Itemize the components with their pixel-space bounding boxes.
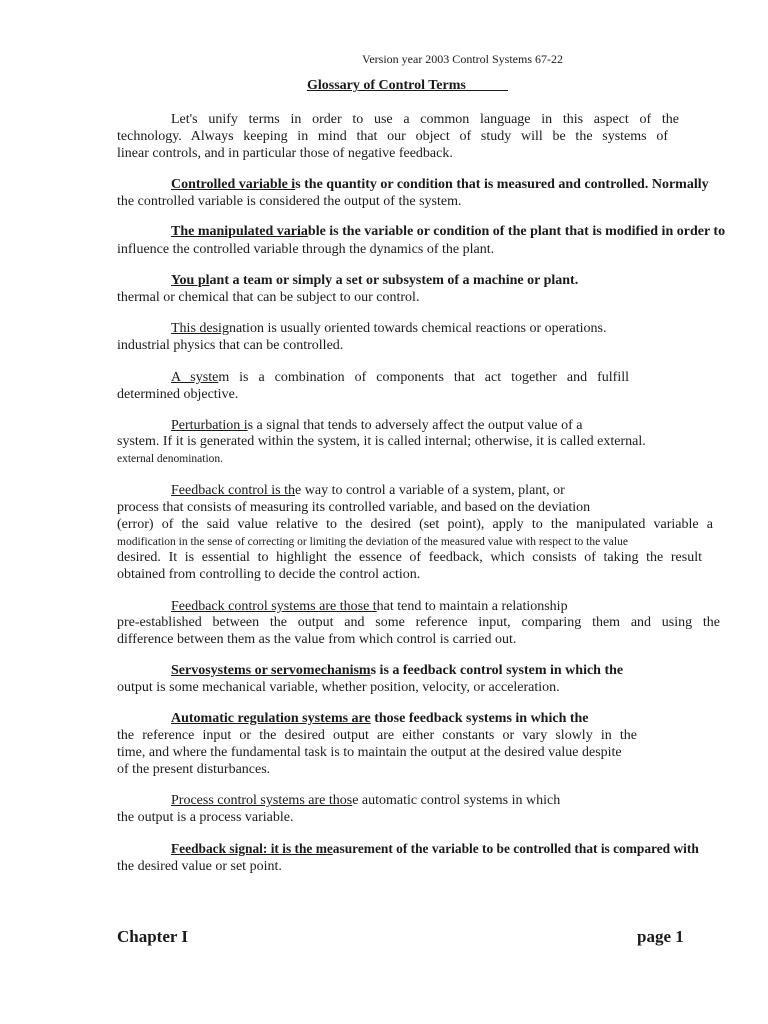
process-control-def: the output is a process variable. xyxy=(117,810,294,825)
intro-line-1: Let's unify terms in order to use a common language in this aspect of the xyxy=(171,112,679,127)
feedback-control-line-2: process that consists of measuring its controlled variable, and based on the deviation xyxy=(117,500,591,515)
term-rest: s a signal that tends to adversely affect the output value of a xyxy=(247,418,583,433)
term-underlined: The manipulated varia xyxy=(171,224,308,239)
term-rest: hat tend to maintain a relationship xyxy=(376,599,568,614)
feedback-systems-line-2: pre-established between the output and some reference input, comparing them and using the xyxy=(117,615,720,630)
feedback-systems-line-3: difference between them as the value from which control is carried out. xyxy=(117,632,517,647)
footer-page-number: page 1 xyxy=(637,927,684,946)
term-underlined: Automatic regulation systems are xyxy=(171,711,371,726)
controlled-variable-def: the controlled variable is considered the output of the system. xyxy=(117,194,462,209)
term-underlined: Feedback signal: it is the me xyxy=(171,841,333,856)
designation-term xyxy=(171,320,606,337)
page-header: Version year 2003 Control Systems 67-22 xyxy=(362,52,563,66)
term-rest: s the quantity or condition that is measured and controlled. Normally xyxy=(295,177,709,192)
system-def: determined objective. xyxy=(117,387,239,402)
term-rest: those feedback systems in which the xyxy=(370,711,589,726)
feedback-control-term xyxy=(171,482,565,499)
term-rest: asurement of the variable to be controlled that is compared with xyxy=(332,841,699,856)
automatic-regulation-line-4: of the present disturbances. xyxy=(117,762,271,777)
perturbation-note: external denomination. xyxy=(117,453,224,465)
feedback-control-line-4: modification in the sense of correcting or limiting the deviation of the measured value with respect to the value xyxy=(117,536,628,548)
manipulated-variable-def: influence the controlled variable through the dynamics of the plant. xyxy=(117,242,495,257)
servosystems-term xyxy=(171,662,623,679)
feedback-control-line-3: (error) of the said value relative to the desired (set point), apply to the manipulated variable a xyxy=(117,517,713,532)
automatic-regulation-term xyxy=(171,710,589,727)
term-rest: m is a combination of components that act together and fulfill xyxy=(218,370,629,385)
intro-line-2: technology. Always keeping in mind that our object of study will be the systems of xyxy=(117,129,668,144)
term-rest: e automatic control systems in which xyxy=(352,793,561,808)
footer-chapter: Chapter I xyxy=(117,927,188,946)
term-underlined: Feedback control systems are those t xyxy=(171,599,377,614)
term-underlined: Controlled variable i xyxy=(171,177,296,192)
term-underlined: Process control systems are thos xyxy=(171,793,353,808)
feedback-systems-term xyxy=(171,598,568,615)
term-underlined: Servosystems or servomechanism xyxy=(171,663,371,678)
perturbation-term xyxy=(171,417,582,434)
term-underlined: A syste xyxy=(171,370,219,385)
term-underlined: You pl xyxy=(171,273,210,288)
system-term xyxy=(171,369,629,386)
term-rest: s is a feedback control system in which the xyxy=(370,663,624,678)
controlled-variable-term xyxy=(171,176,709,193)
term-underlined: Perturbation i xyxy=(171,418,248,433)
term-underlined: Feedback control is th xyxy=(171,483,296,498)
term-rest: ble is the variable or condition of the plant that is modified in order to xyxy=(307,224,726,239)
page-title xyxy=(307,78,508,94)
term-rest: nation is usually oriented towards chemical reactions or operations. xyxy=(228,321,607,336)
term-rest: ant a team or simply a set or subsystem of a machine or plant. xyxy=(209,273,579,288)
automatic-regulation-line-2: the reference input or the desired output are either constants or vary slowly in the xyxy=(117,728,637,743)
feedback-control-line-6: obtained from controlling to decide the control action. xyxy=(117,567,421,582)
automatic-regulation-line-3: time, and where the fundamental task is to maintain the output at the desired value despite xyxy=(117,745,622,760)
title-trail: ______ xyxy=(465,78,508,93)
plant-def: thermal or chemical that can be subject to our control. xyxy=(117,290,420,305)
designation-def: industrial physics that can be controlled. xyxy=(117,338,344,353)
process-control-term xyxy=(171,792,560,809)
intro-line-3: linear controls, and in particular those of negative feedback. xyxy=(117,146,453,161)
term-underlined: This desig xyxy=(171,321,229,336)
term-rest: e way to control a variable of a system, plant, or xyxy=(295,483,565,498)
feedback-signal-term xyxy=(171,840,699,857)
feedback-signal-def: the desired value or set point. xyxy=(117,859,282,874)
servosystems-def: output is some mechanical variable, whether position, velocity, or acceleration. xyxy=(117,680,560,695)
perturbation-def: system. If it is generated within the system, it is called internal; otherwise, it is called external. xyxy=(117,434,646,449)
title-text: Glossary of Control Terms xyxy=(307,78,466,93)
feedback-control-line-5: desired. It is essential to highlight the essence of feedback, which consists of taking the result xyxy=(117,550,702,565)
manipulated-variable-term xyxy=(171,223,725,240)
plant-term xyxy=(171,272,578,289)
